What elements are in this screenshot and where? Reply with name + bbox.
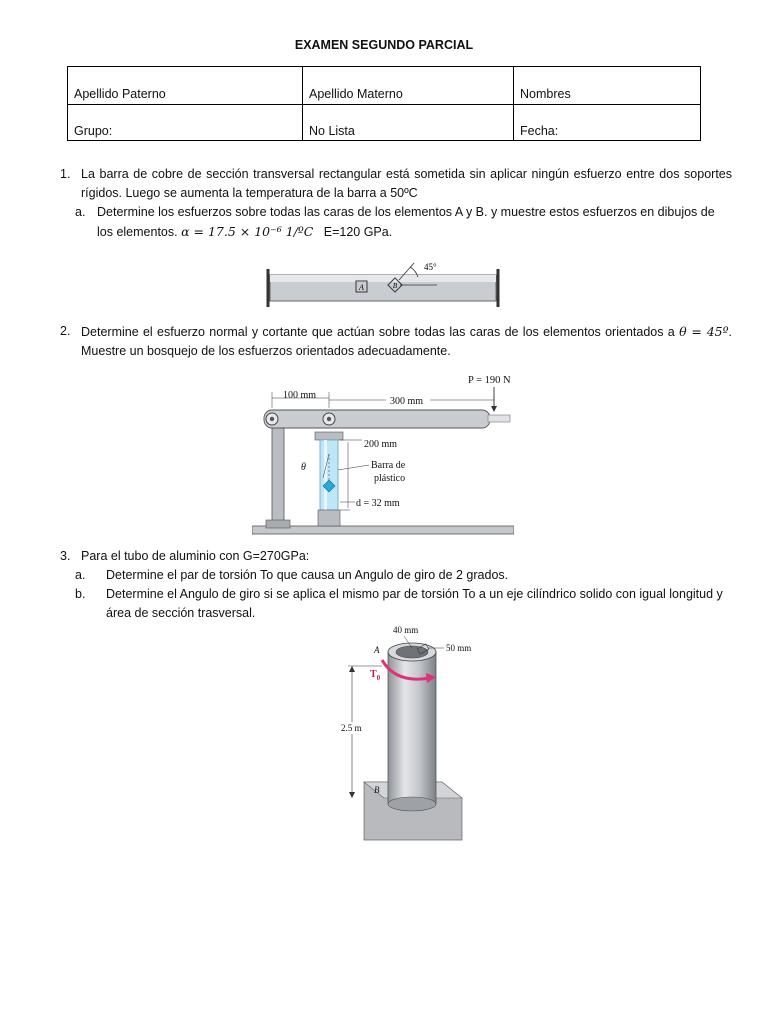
student-info-table	[67, 66, 701, 141]
length-label: 2.5 m	[341, 723, 362, 733]
aluminum-tube-figure	[338, 622, 488, 844]
question-text: Determine el esfuerzo normal y cortante que actúan sobre todas las caras de los elementos orientados a θ = 45º. Muestre un bosquejo de los esfuerzos orientados adecuadamente.	[81, 324, 732, 358]
modulus-text: E=120 GPa.	[323, 225, 393, 239]
no-lista-cell[interactable]: No Lista	[303, 105, 514, 141]
question-1-part-a	[75, 203, 732, 242]
angle-label: 45°	[424, 262, 437, 272]
table-row	[68, 105, 701, 141]
part-text: Determine el par de torsión To que causa un Angulo de giro de 2 grados.	[106, 568, 509, 582]
point-b-label: B	[374, 785, 380, 795]
dim-200-label: 200 mm	[364, 439, 398, 450]
table-row	[68, 67, 701, 105]
dim-50-label: 50 mm	[446, 643, 472, 653]
fecha-cell[interactable]: Fecha:	[514, 105, 701, 141]
nombres-cell[interactable]: Nombres	[514, 67, 701, 105]
dim-40-label: 40 mm	[393, 625, 419, 635]
question-number: 3.	[60, 549, 71, 563]
apellido-paterno-cell[interactable]: Apellido Paterno	[68, 67, 303, 105]
element-b-label: B	[392, 282, 398, 290]
dim-100-label: 100 mm	[283, 390, 317, 401]
load-label: P = 190 N	[468, 375, 511, 386]
grupo-cell[interactable]: Grupo:	[68, 105, 303, 141]
diameter-label: d = 32 mm	[356, 498, 400, 509]
theta-label: θ	[301, 462, 306, 473]
lever-plastic-bar-figure	[252, 370, 514, 538]
part-text: Determine el Angulo de giro si se aplica el mismo par de torsión To a un eje cilíndrico solido con igual longitud y área de sección trasversal.	[106, 587, 723, 620]
theta-formula: θ = 45º	[679, 324, 729, 339]
part-label: b.	[75, 587, 86, 601]
question-3	[60, 547, 732, 566]
question-text: La barra de cobre de sección transversal rectangular está sometida sin aplicar ningún esfuerzo entre dos soportes rígidos. Luego se aumenta la temperatura de la barra a 50ºC	[81, 167, 732, 200]
part-label: a.	[75, 205, 86, 219]
point-a-label: A	[374, 645, 380, 655]
question-3-part-a	[75, 566, 732, 585]
element-a-label: A	[359, 283, 364, 292]
bar-label-2: plástico	[374, 473, 406, 484]
dim-300-label: 300 mm	[390, 396, 424, 407]
question-2	[60, 322, 732, 361]
part-text: Determine los esfuerzos sobre todas las caras de los elementos A y B. y muestre estos esfuerzos en dibujos de los elementos. α = 17.5 × 10⁻⁶ 1/ºC E=120 GPa.	[97, 205, 715, 239]
bar-label-1: Barra de	[371, 460, 406, 471]
copper-bar-figure	[262, 255, 506, 309]
question-text: Para el tubo de aluminio con G=270GPa:	[81, 549, 310, 563]
exam-title: EXAMEN SEGUNDO PARCIAL	[294, 38, 474, 52]
alpha-formula: α = 17.5 × 10⁻⁶ 1/ºC	[181, 224, 314, 239]
apellido-materno-cell[interactable]: Apellido Materno	[303, 67, 514, 105]
question-3-part-b	[75, 585, 732, 623]
torque-label: $T_0$	[370, 669, 381, 682]
question-1	[60, 165, 732, 203]
question-number: 2.	[60, 324, 71, 338]
part-label: a.	[75, 568, 86, 582]
question-number: 1.	[60, 167, 71, 181]
